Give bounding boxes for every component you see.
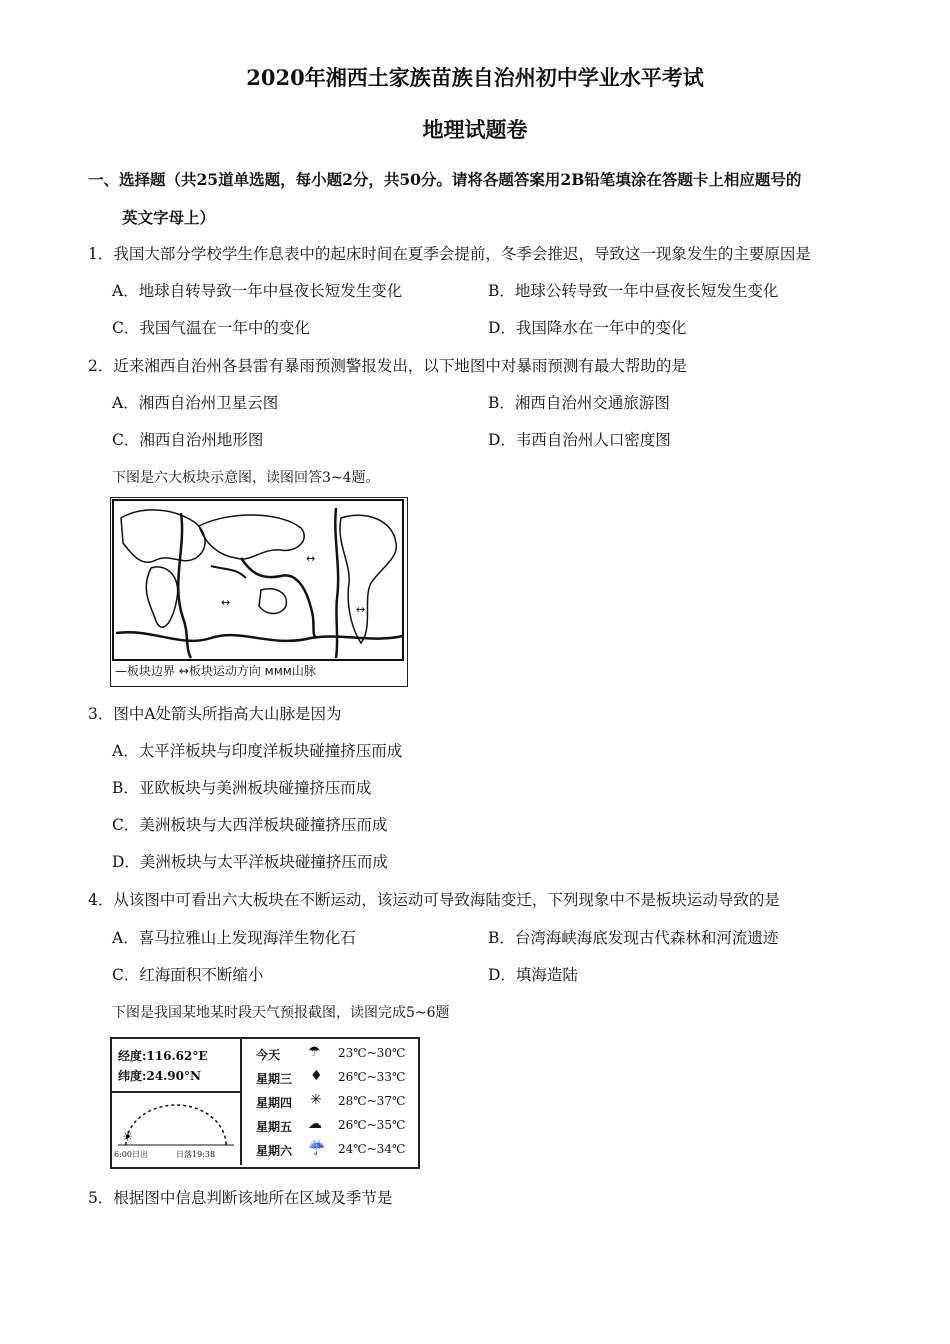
question-3-stem: 3．图中A处箭头所指高大山脉是因为 <box>88 705 342 723</box>
location-panel <box>112 1039 242 1093</box>
page-title: 2020年湘西土家族苗族自治州初中学业水平考试 <box>246 65 704 90</box>
forecast-day: 星期三 <box>256 1072 293 1086</box>
question-2-option-b: B．湘西自治州交通旅游图 <box>488 394 670 412</box>
question-1-option-c: C．我国气温在一年中的变化 <box>112 319 310 337</box>
question-2-stem: 2．近来湘西自治州各县雷有暴雨预测警报发出，以下地图中对暴雨预测有最大帮助的是 <box>88 357 687 375</box>
question-1-option-a: A．地球自转导致一年中昼夜长短发生变化 <box>112 282 403 300</box>
question-3-option-a: A．太平洋板块与印度洋板块碰撞挤压而成 <box>112 742 403 760</box>
forecast-day: 星期六 <box>256 1144 293 1158</box>
forecast-temp: 26℃~33℃ <box>338 1070 406 1084</box>
question-2-option-c: C．湘西自治州地形图 <box>112 431 264 449</box>
question-1-option-b: B．地球公转导致一年中昼夜长短发生变化 <box>488 282 779 300</box>
sunset-label: 日落19:38 <box>176 1150 216 1159</box>
latitude-label: 纬度:24.90°N <box>118 1069 201 1083</box>
question-4-option-c: C．红海面积不断缩小 <box>112 966 264 984</box>
sun-icon: ☀ <box>122 1130 134 1145</box>
question-3-option-b: B．亚欧板块与美洲板块碰撞挤压而成 <box>112 779 372 797</box>
sun-path-svg <box>112 1093 240 1151</box>
question-2-option-a: A．湘西自治州卫星云图 <box>112 394 279 412</box>
forecast-temp: 24℃~34℃ <box>338 1142 406 1156</box>
forecast-row-saturday <box>250 1139 414 1163</box>
forecast-day: 星期四 <box>256 1096 293 1110</box>
section-heading-continued: 英文字母上） <box>122 208 216 227</box>
intro-questions-3-4: 下图是六大板块示意图，读图回答3~4题。 <box>112 470 380 486</box>
shower-icon: ♦ <box>310 1068 323 1084</box>
weather-forecast-figure <box>110 1037 420 1169</box>
sun-path-panel <box>112 1093 242 1165</box>
plate-map-figure <box>110 497 408 687</box>
forecast-temp: 28℃~37℃ <box>338 1094 406 1108</box>
question-4-option-a: A．喜马拉雅山上发现海洋生物化石 <box>112 929 356 947</box>
longitude-label: 经度:116.62°E <box>118 1049 208 1063</box>
question-4-stem: 4．从该图中可看出六大板块在不断运动，该运动可导致海陆变迁，下列现象中不是板块运动导致的是 <box>88 891 780 909</box>
sunrise-label: 6:00日出 <box>114 1150 148 1159</box>
question-5-stem: 5．根据图中信息判断该地所在区域及季节是 <box>88 1189 393 1207</box>
forecast-row-friday <box>250 1115 414 1139</box>
question-4-option-d: D．填海造陆 <box>488 966 578 984</box>
svg-text:↔: ↔ <box>356 603 366 616</box>
sunny-icon: ✳ <box>310 1092 322 1108</box>
intro-questions-5-6: 下图是我国某地某时段天气预报截图，读图完成5~6题 <box>112 1005 450 1021</box>
page-subtitle: 地理试题卷 <box>422 117 528 142</box>
plate-map-legend: —板块边界 ↔板块运动方向 ᴍᴍᴍ山脉 <box>115 664 316 678</box>
forecast-list <box>250 1043 414 1163</box>
svg-text:↔: ↔ <box>306 552 316 565</box>
forecast-temp: 26℃~35℃ <box>338 1118 406 1132</box>
question-4-option-b: B．台湾海峡海底发现古代森林和河流遗迹 <box>488 929 779 947</box>
forecast-day: 今天 <box>256 1048 281 1062</box>
svg-text:↔: ↔ <box>221 596 231 609</box>
forecast-day: 星期五 <box>256 1120 293 1134</box>
cloudy-sunny-icon: ☁ <box>308 1116 322 1132</box>
question-1-option-d: D．我国降水在一年中的变化 <box>488 319 687 337</box>
forecast-row-thursday <box>250 1091 414 1115</box>
forecast-temp: 23℃~30℃ <box>338 1046 406 1060</box>
question-1-stem: 1．我国大部分学校学生作息表中的起床时间在夏季会提前，冬季会推迟，导致这一现象发生的主要原因是 <box>88 245 811 263</box>
question-2-option-d: D．韦西自治州人口密度图 <box>488 431 671 449</box>
section-heading: 一、选择题（共25道单选题，每小题2分，共50分。请将各题答案用2B铅笔填涂在答题卡上相应题号的 <box>88 170 802 189</box>
forecast-row-wednesday <box>250 1067 414 1091</box>
forecast-row-today <box>250 1043 414 1067</box>
plate-map-svg <box>111 498 407 686</box>
question-3-option-d: D．美洲板块与太平洋板块碰撞挤压而成 <box>112 853 388 871</box>
thunderstorm-icon: ☂ <box>308 1044 321 1060</box>
question-3-option-c: C．美洲板块与大西洋板块碰撞挤压而成 <box>112 816 388 834</box>
rain-icon: ☔ <box>308 1140 326 1156</box>
